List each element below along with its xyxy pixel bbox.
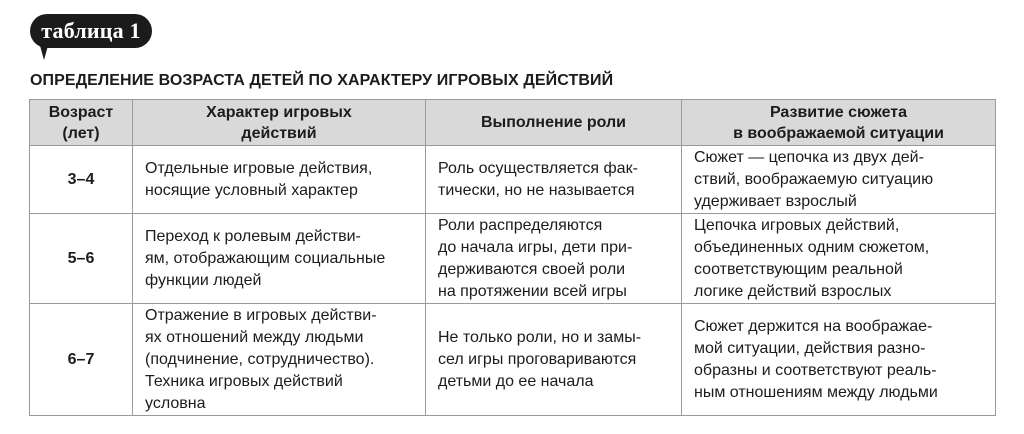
cell-line: Роль осуществляется фак- [438,159,638,177]
cell-line: Не только роли, но и замы- [438,328,642,346]
cell-line: логике действий взрослых [694,282,892,300]
cell-line: объединенных одним сюжетом, [694,238,930,256]
cell-line: ях отношений между людьми [145,328,364,346]
cell-character [133,146,426,214]
cell-line: условна [145,394,206,412]
cell-line: Отражение в игровых действи- [145,306,377,324]
cell-line: ствий, воображаемую ситуацию [694,170,934,188]
age-play-table [29,99,996,416]
table-number-label: таблица 1 [30,14,152,48]
cell-age: 3–4 [30,146,133,214]
cell-line: ным отношениям между людьми [694,383,938,401]
header-age-line: (лет) [62,124,100,142]
cell-line: Переход к ролевым действи- [145,227,361,245]
cell-line: Сюжет держится на воображае- [694,317,933,335]
table-caption: ОПРЕДЕЛЕНИЕ ВОЗРАСТА ДЕТЕЙ ПО ХАРАКТЕРУ ИГРОВЫХ ДЕЙСТВИЙ [30,72,614,89]
cell-line: на протяжении всей игры [438,282,627,300]
header-plot-line: Развитие сюжета [769,103,908,121]
badge-pointer [39,42,49,60]
cell-line: тически, но не называется [438,181,635,199]
cell-line: сел игры проговариваются [438,350,637,368]
cell-character [133,304,426,416]
cell-role [426,304,682,416]
cell-line: Роли распределяются [438,216,603,234]
header-character-line: Характер игровых [206,103,352,121]
header-plot-line: в воображаемой ситуации [733,124,944,142]
cell-plot [682,146,996,214]
header-character-line: действий [241,124,317,142]
table-row [30,214,996,304]
cell-plot [682,304,996,416]
header-plot [682,100,996,146]
cell-line: образны и соответствуют реаль- [694,361,937,379]
cell-line: держиваются своей роли [438,260,626,278]
cell-line: соответствующим реальной [694,260,903,278]
cell-age: 6–7 [30,304,133,416]
header-age [30,100,133,146]
cell-line: детьми до ее начала [438,372,594,390]
header-character [133,100,426,146]
header-role-line: Выполнение роли [481,114,626,131]
table-header-row [30,100,996,146]
cell-plot [682,214,996,304]
table-row [30,146,996,214]
cell-line: Отдельные игровые действия, [145,159,373,177]
cell-role [426,146,682,214]
header-age-line: Возраст [48,103,114,121]
table-row [30,304,996,416]
cell-line: Цепочка игровых действий, [694,216,900,234]
cell-line: ям, отображающим социальные [145,249,386,267]
cell-age: 5–6 [30,214,133,304]
cell-line: до начала игры, дети при- [438,238,633,256]
header-role [426,100,682,146]
cell-line: Техника игровых действий [145,372,343,390]
cell-line: носящие условный характер [145,181,358,199]
cell-line: Сюжет — цепочка из двух дей- [694,148,924,166]
cell-line: (подчинение, сотрудничество). [145,350,375,368]
cell-line: мой ситуации, действия разно- [694,339,926,357]
cell-line: удерживает взрослый [694,192,857,210]
cell-role [426,214,682,304]
table-number-badge [30,14,152,62]
cell-character [133,214,426,304]
cell-line: функции людей [145,271,262,289]
